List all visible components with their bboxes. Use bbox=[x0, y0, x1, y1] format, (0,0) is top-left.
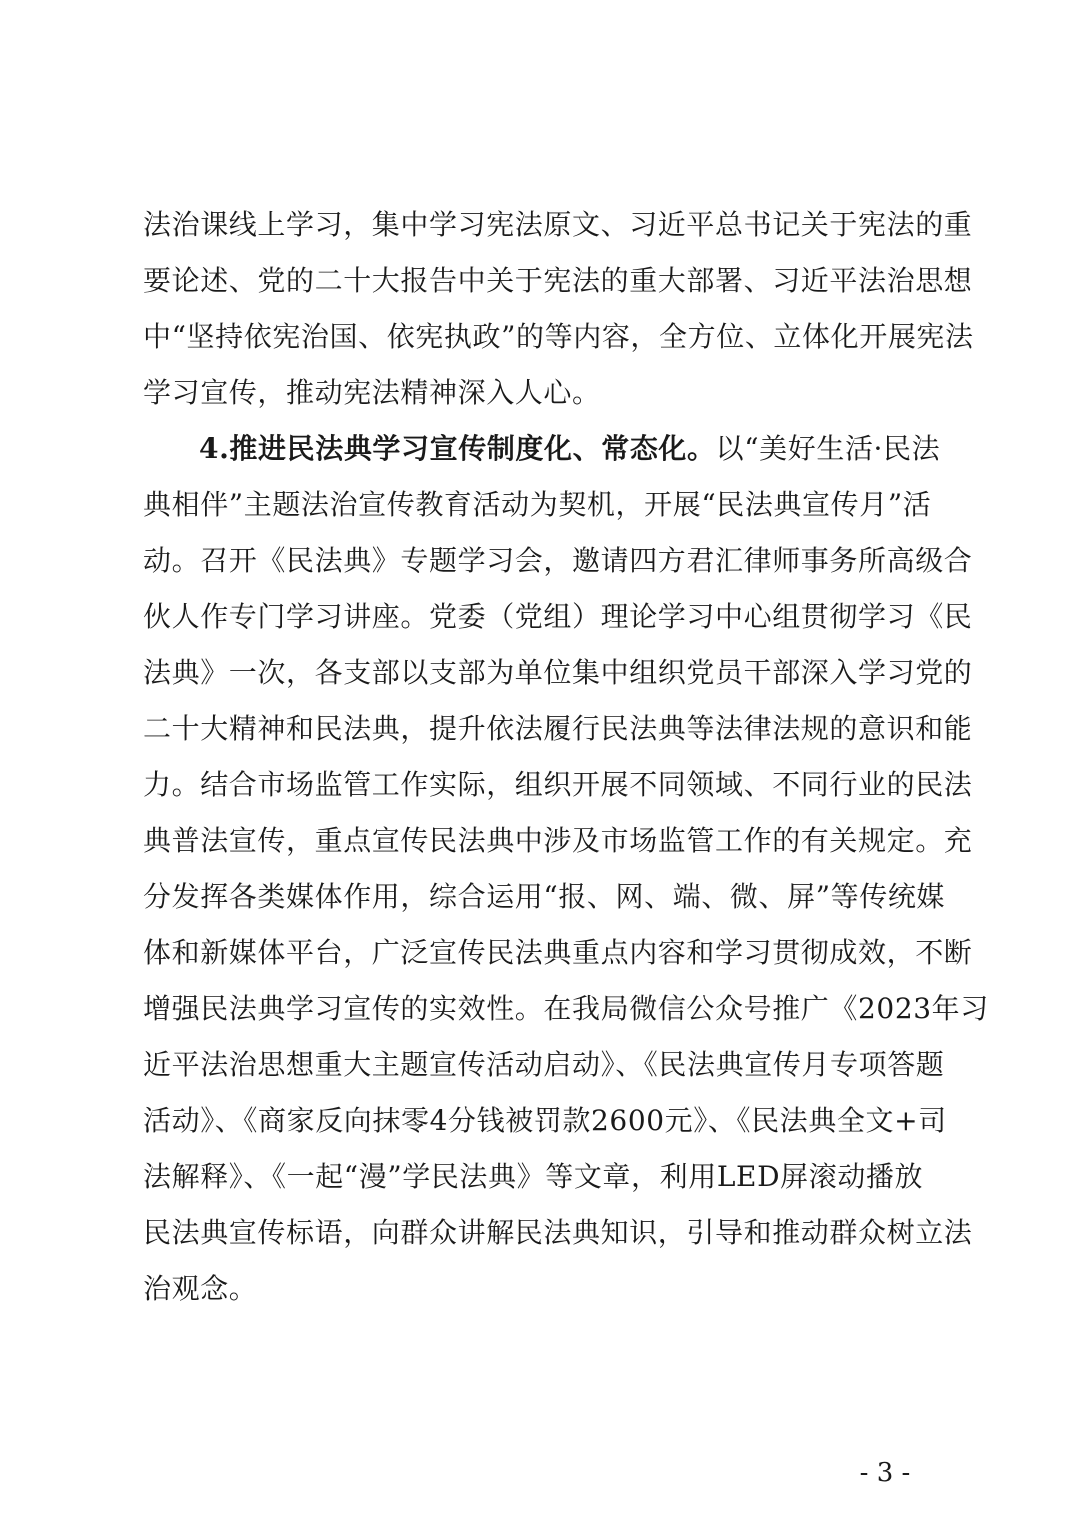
paragraph-line: 典相伴”主题法治宣传教育活动为契机，开展“民法典宣传月”活 bbox=[143, 488, 932, 521]
paragraph-line: 动。召开《民法典》专题学习会，邀请四方君汇律师事务所高级合 bbox=[143, 544, 973, 577]
paragraph-line: 二十大精神和民法典，提升依法履行民法典等法律法规的意识和能 bbox=[143, 712, 973, 745]
paragraph-line: 中“坚持依宪治国、依宪执政”的等内容，全方位、立体化开展宪法 bbox=[143, 320, 974, 353]
section-4-lead-text: 以“美好生活·民法 bbox=[715, 432, 941, 465]
section-4-first-line bbox=[199, 429, 943, 469]
paragraph-line: 活动》、《商家反向抹零4分钱被罚款2600元》、《民法典全文+司 bbox=[143, 1104, 947, 1137]
paragraph-line: 近平法治思想重大主题宣传活动启动》、《民法典宣传月专项答题 bbox=[143, 1048, 945, 1081]
paragraph-line: 典普法宣传，重点宣传民法典中涉及市场监管工作的有关规定。充 bbox=[143, 824, 973, 857]
paragraph-line: 学习宣传，推动宪法精神深入人心。 bbox=[143, 376, 601, 409]
paragraph-line: 民法典宣传标语，向群众讲解民法典知识，引导和推动群众树立法 bbox=[143, 1216, 973, 1249]
section-4-heading: 4.推进民法典学习宣传制度化、常态化。 bbox=[199, 432, 716, 465]
paragraph-line: 要论述、党的二十大报告中关于宪法的重大部署、习近平法治思想 bbox=[143, 264, 973, 297]
paragraph-line: 分发挥各类媒体作用，综合运用“报、网、端、微、屏”等传统媒 bbox=[143, 880, 946, 913]
paragraph-line: 体和新媒体平台，广泛宣传民法典重点内容和学习贯彻成效，不断 bbox=[143, 936, 973, 969]
page-number: - 3 - bbox=[859, 1458, 911, 1488]
paragraph-line: 法治课线上学习，集中学习宪法原文、习近平总书记关于宪法的重 bbox=[143, 208, 973, 241]
paragraph-line: 增强民法典学习宣传的实效性。在我局微信公众号推广《2023年习 bbox=[143, 992, 989, 1025]
paragraph-line: 伙人作专门学习讲座。党委（党组）理论学习中心组贯彻学习《民 bbox=[143, 600, 973, 633]
paragraph-line: 法解释》、《一起“漫”学民法典》等文章，利用LED屏滚动播放 bbox=[143, 1160, 924, 1193]
paragraph-line: 法典》一次，各支部以支部为单位集中组织党员干部深入学习党的 bbox=[143, 656, 973, 689]
paragraph-line: 力。结合市场监管工作实际，组织开展不同领域、不同行业的民法 bbox=[143, 768, 973, 801]
paragraph-line: 治观念。 bbox=[143, 1272, 258, 1305]
